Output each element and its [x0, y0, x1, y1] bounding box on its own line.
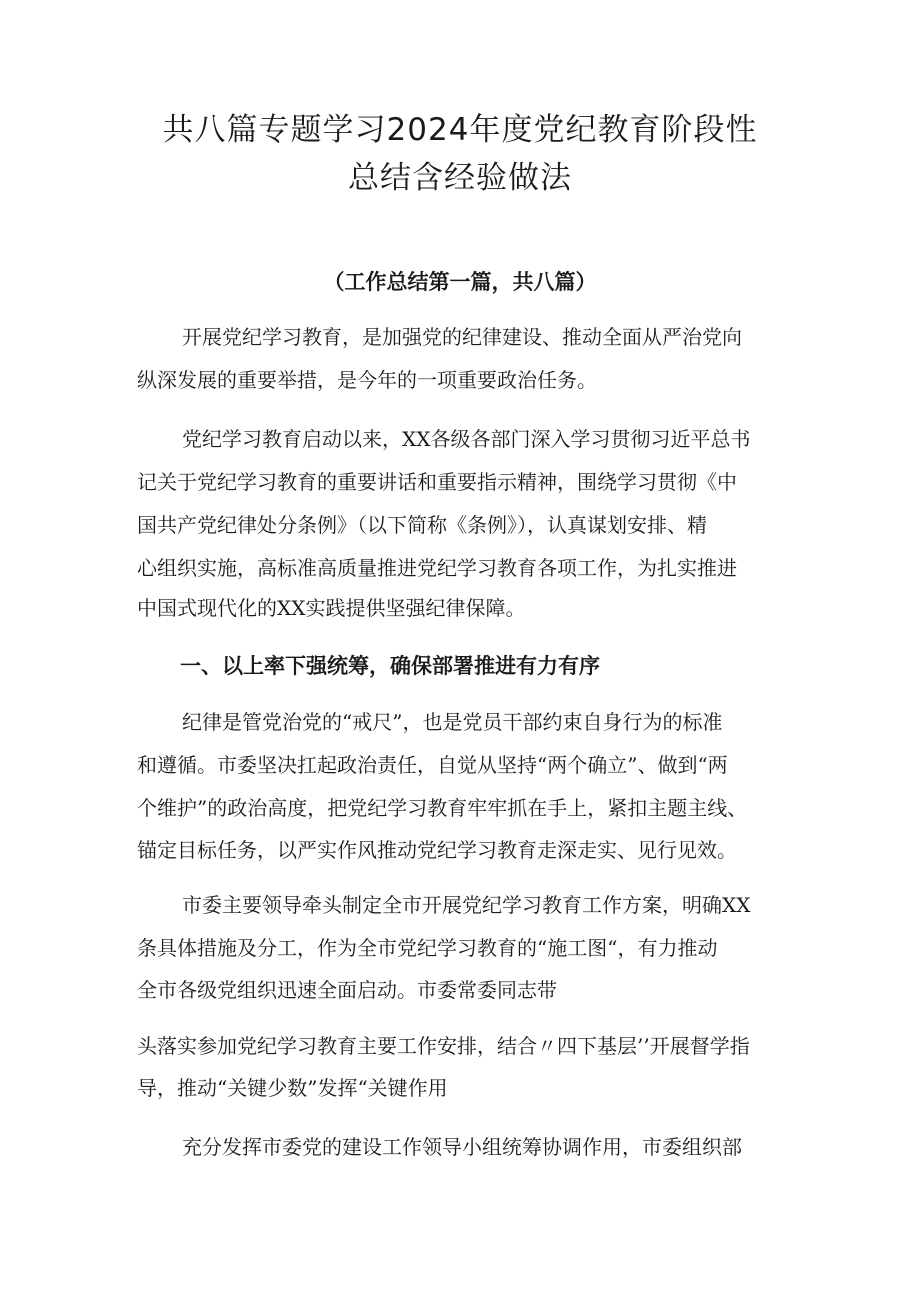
section-heading-1: 一、以上率下强统筹，确保部署推进有力有序	[180, 654, 600, 678]
document-title-line-2: 总结含经验做法	[348, 160, 572, 196]
paragraph-2-line-1: 党纪学习教育启动以来，XX各级各部门深入学习贯彻习近平总书	[182, 427, 751, 451]
paragraph-3-line-1: 纪律是管党治党的“戒尺”，也是党员干部约束自身行为的标准	[182, 710, 723, 734]
paragraph-5-line-1: 头落实参加党纪学习教育主要工作安排，结合〃四下基层’’开展督学指	[137, 1034, 750, 1058]
paragraph-5-line-2: 导，推动“关键少数”发挥“关键作用	[137, 1076, 448, 1100]
paragraph-4-line-2: 条具体措施及分工，作为全市党纪学习教育的“施工图“，有力推动	[137, 936, 718, 960]
paragraph-3-line-4: 锚定目标任务，以严实作风推动党纪学习教育走深走实、见行见效。	[137, 838, 737, 862]
paragraph-6-line-1: 充分发挥市委党的建设工作领导小组统筹协调作用，市委组织部	[182, 1135, 742, 1159]
document-subtitle: （工作总结第一篇，共八篇）	[323, 270, 597, 294]
paragraph-3-line-3: 个维护”的政治高度，把党纪学习教育牢牢抓在手上，紧扣主题主线、	[137, 796, 748, 820]
paragraph-1-line-2: 纵深发展的重要举措，是今年的一项重要政治任务。	[137, 368, 597, 392]
paragraph-4-line-3: 全市各级党组织迅速全面启动。市委常委同志带	[137, 978, 557, 1002]
paragraph-3-line-2: 和遵循。市委坚决扛起政治责任，自觉从坚持“两个确立”、做到“两	[137, 753, 728, 777]
paragraph-2-line-4: 心组织实施，高标准高质量推进党纪学习教育各项工作，为扎实推进	[137, 556, 737, 580]
paragraph-2-line-2: 记关于党纪学习教育的重要讲话和重要指示精神，围绕学习贯彻《中	[137, 470, 737, 494]
paragraph-1-line-1: 开展党纪学习教育，是加强党的纪律建设、推动全面从严治党向	[182, 325, 742, 349]
document-title-line-1: 共八篇专题学习2024年度党纪教育阶段性	[162, 112, 758, 148]
paragraph-4-line-1: 市委主要领导牵头制定全市开展党纪学习教育工作方案，明确XX	[182, 893, 751, 917]
paragraph-2-line-5: 中国式现代化的XX实践提供坚强纪律保障。	[137, 596, 526, 620]
paragraph-2-line-3: 国共产党纪律处分条例》（以下简称《条例》），认真谋划安排、精	[137, 513, 707, 537]
